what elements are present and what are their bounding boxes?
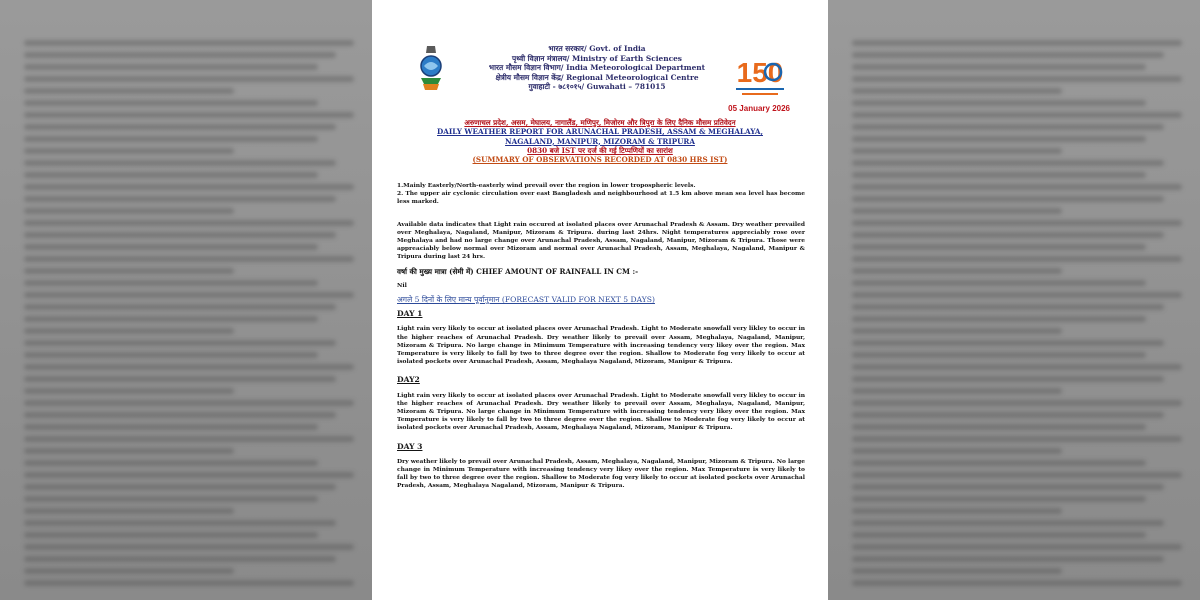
blurred-text-line xyxy=(24,388,234,394)
blurred-text-line xyxy=(852,76,1182,82)
blurred-text-line xyxy=(24,292,354,298)
blurred-text-line xyxy=(24,112,354,118)
blurred-text-line xyxy=(852,244,1146,250)
rainfall-value: Nil xyxy=(397,281,407,289)
logo-150-text: 150 xyxy=(736,57,784,88)
report-header xyxy=(372,0,828,100)
blurred-text-line xyxy=(852,400,1182,406)
blurred-text-line xyxy=(852,484,1164,490)
blurred-text-line xyxy=(852,340,1164,346)
blurred-text-line xyxy=(24,52,336,58)
blurred-text-line xyxy=(24,520,336,526)
blurred-text-line xyxy=(24,472,354,478)
blurred-text-line xyxy=(852,460,1146,466)
blurred-text-line xyxy=(24,352,318,358)
blurred-text-line xyxy=(24,328,234,334)
blurred-text-line xyxy=(852,304,1164,310)
blurred-text-line xyxy=(852,220,1182,226)
ministry-line: पृथ्वी विज्ञान मंत्रालय/ Ministry of Earth Sciences xyxy=(512,53,682,63)
blurred-text-line xyxy=(852,292,1182,298)
blurred-text-line xyxy=(852,184,1182,190)
blurred-text-line xyxy=(852,100,1146,106)
blurred-text-line xyxy=(24,184,354,190)
blurred-text-line xyxy=(24,436,354,442)
blurred-text-line xyxy=(852,580,1182,586)
hindi-summary-heading: 0830 बजे IST पर दर्ज की गई टिप्पणियों का सारांश xyxy=(527,145,673,155)
blurred-text-line xyxy=(24,448,234,454)
blurred-text-line xyxy=(24,400,354,406)
blurred-text-line xyxy=(852,436,1182,442)
blurred-text-line xyxy=(24,280,318,286)
blurred-text-line xyxy=(852,568,1062,574)
report-body xyxy=(397,182,805,501)
imd-line: भारत मौसम विज्ञान विभाग/ India Meteorological Department xyxy=(488,63,706,73)
english-title-line-2: NAGALAND, MANIPUR, MIZORAM & TRIPURA xyxy=(505,136,695,146)
blurred-text-line xyxy=(24,256,354,262)
blurred-text-line xyxy=(852,160,1164,166)
forecast-heading: अगले 5 दिनों के लिए मान्य पूर्वानुमान (FORECAST VALID FOR NEXT 5 DAYS) xyxy=(397,295,655,305)
header-text-block xyxy=(472,44,722,92)
blurred-text-line xyxy=(852,268,1062,274)
blurred-background-right xyxy=(828,0,1200,600)
observation-point-1: 1.Mainly Easterly/North-easterly wind prevail over the region in lower tropospheric levels. xyxy=(397,182,696,189)
blurred-text-line xyxy=(24,556,336,562)
blurred-text-line xyxy=(24,220,354,226)
imd-emblem-icon xyxy=(418,44,444,92)
blurred-text-line xyxy=(24,580,354,586)
blurred-text-line xyxy=(24,568,234,574)
blurred-text-line xyxy=(24,412,336,418)
blurred-text-line xyxy=(24,544,354,550)
blurred-text-line xyxy=(852,556,1164,562)
blurred-text-line xyxy=(852,472,1182,478)
weather-report-page xyxy=(372,0,828,600)
blurred-text-line xyxy=(24,496,318,502)
blurred-text-line xyxy=(24,508,234,514)
observation-point-2: 2. The upper air cyclonic circulation over east Bangladesh and neighbourhood at 1.5 km above mean sea level has become less marked. xyxy=(397,190,805,206)
blurred-text-line xyxy=(852,496,1146,502)
day-3-forecast: Dry weather likely to prevail over Arunachal Pradesh, Assam, Meghalaya, Nagaland, Manipur, Mizoram & Tripura. No large change in Minimum Temperature with increasing tendency very likey over the region. Max Temperature is very likely to fall by two to three degree over the region. Shallow to Moderate fog very likely to occur at isolated pockets over Arunachal Pradesh, Assam, Meghalaya Nagaland, Mizoram, Manipur & Tripura. xyxy=(397,457,805,490)
blurred-text-line xyxy=(24,76,354,82)
blurred-text-line xyxy=(24,244,318,250)
blurred-text-line xyxy=(852,112,1182,118)
blurred-text-line xyxy=(852,136,1146,142)
blurred-text-line xyxy=(24,484,336,490)
day-1-forecast: Light rain very likely to occur at isolated places over Arunachal Pradesh. Light to Moderate snowfall very likley to occur in the higher reaches of Arunachal Pradesh. Dry weather likely to prevail over Assam, Meghalaya, Nagaland, Manipur, Mizoram & Tripura. No large change in Minimum Temperature with increasing tendency very likey over the region. Max Temperature is very likely to fall by two to three degree over the region. Shallow to Moderate fog very likely to occur at isolated pockets over Arunachal Pradesh, Assam, Meghalaya Nagaland, Mizoram, Manipur & Tripura. xyxy=(397,325,805,366)
blurred-text-line xyxy=(852,40,1182,46)
hindi-title: अरुणाचल प्रदेश, असम, मेघालय, नागालैंड, मणिपुर, मिजोरम और त्रिपुरा के लिए दैनिक मौसम प्रतिवेदन xyxy=(464,118,736,127)
imd-150-years-logo-icon xyxy=(728,50,792,102)
blurred-text-line xyxy=(852,376,1164,382)
blurred-text-line xyxy=(852,520,1164,526)
english-title-line-1: DAILY WEATHER REPORT FOR ARUNACHAL PRADESH, ASSAM & MEGHALAYA, xyxy=(437,127,763,137)
blurred-text-line xyxy=(852,448,1062,454)
blurred-text-line xyxy=(852,316,1146,322)
blurred-text-line xyxy=(852,412,1164,418)
blurred-text-line xyxy=(24,232,336,238)
blurred-text-line xyxy=(852,208,1062,214)
blurred-text-line xyxy=(852,124,1164,130)
blurred-text-line xyxy=(852,544,1182,550)
day-2-label: DAY2 xyxy=(397,375,420,385)
blurred-background-left xyxy=(0,0,372,600)
blurred-text-line xyxy=(852,64,1146,70)
day-3-label: DAY 3 xyxy=(397,441,423,451)
blurred-text-line xyxy=(852,148,1062,154)
report-titles xyxy=(372,118,828,164)
observation-summary: Available data indicates that Light rain occured at isolated places over Arunachal Pradesh & Assam. Dry weather prevailed over Meghalaya, Nagaland, Manipur, Mizoram & Tripura. during last 24hrs. Night temperatures appreciably rose over Meghalaya and had no large change over Arunachal Pradesh, Assam, Nagaland, Manipur, Mizoram & Tripura. Those were appreaciably below normal over Mizoram and normal over Arunachal Pradesh, Assam, Meghalaya, Nagaland, Manipur & Tripura during last 24 hrs. xyxy=(397,220,805,261)
blurred-text-line xyxy=(852,328,1062,334)
blurred-text-line xyxy=(24,304,336,310)
blurred-text-line xyxy=(24,340,336,346)
blurred-text-line xyxy=(24,64,318,70)
blurred-text-line xyxy=(852,232,1164,238)
blurred-text-line xyxy=(852,172,1146,178)
blurred-text-line xyxy=(24,148,234,154)
blurred-text-line xyxy=(852,196,1164,202)
blurred-text-line xyxy=(24,124,336,130)
day-2-forecast: Light rain very likely to occur at isolated places over Arunachal Pradesh. Light to Moderate snowfall very likley to occur in the higher reaches of Arunachal Pradesh. Dry weather likely to prevail over Assam, Meghalaya, Nagaland, Manipur, Mizoram & Tripura. No large change in Minimum Temperature with increasing tendency very likey over the region. Max Temperature is very likely to fall by two to three degree over the region. Shallow to Moderate fog very likely to occur at isolated pockets over Arunachal Pradesh, Assam, Meghalaya Nagaland, Mizoram, Manipur & Tripura. xyxy=(397,391,805,432)
blurred-text-line xyxy=(24,40,354,46)
blurred-text-line xyxy=(852,508,1062,514)
blurred-text-line xyxy=(24,376,336,382)
blurred-text-line xyxy=(24,268,234,274)
blurred-text-line xyxy=(852,532,1146,538)
blurred-text-line xyxy=(24,316,318,322)
blurred-text-line xyxy=(852,352,1146,358)
blurred-text-line xyxy=(852,88,1062,94)
report-date: 05 January 2026 xyxy=(728,104,790,113)
blurred-text-line xyxy=(24,136,318,142)
blurred-text-line xyxy=(24,532,318,538)
blurred-text-line xyxy=(24,196,336,202)
blurred-text-line xyxy=(24,100,318,106)
rmc-line: क्षेत्रीय मौसम विज्ञान केंद्र/ Regional Meteorological Centre xyxy=(495,72,699,82)
blurred-text-line xyxy=(24,160,336,166)
blurred-text-line xyxy=(24,208,234,214)
govt-line: भारत सरकार/ Govt. of India xyxy=(548,44,646,53)
blurred-text-line xyxy=(852,424,1146,430)
blurred-text-line xyxy=(852,52,1164,58)
day-1-label: DAY 1 xyxy=(397,309,423,319)
english-summary-heading: (SUMMARY OF OBSERVATIONS RECORDED AT 0830 HRS IST) xyxy=(472,155,728,165)
blurred-text-line xyxy=(852,280,1146,286)
address-line: गुवाहाटी - ७८१०१५/ Guwahati – 781015 xyxy=(528,82,666,92)
blurred-text-line xyxy=(24,424,318,430)
blurred-text-line xyxy=(24,88,234,94)
blurred-text-line xyxy=(852,256,1182,262)
blurred-text-line xyxy=(24,364,354,370)
blurred-text-line xyxy=(852,388,1062,394)
blurred-text-line xyxy=(852,364,1182,370)
blurred-text-line xyxy=(24,172,318,178)
blurred-text-line xyxy=(24,460,318,466)
rainfall-heading: वर्षा की मुख्य मात्रा (सेमी में) CHIEF AMOUNT OF RAINFALL IN CM :- xyxy=(397,266,639,276)
